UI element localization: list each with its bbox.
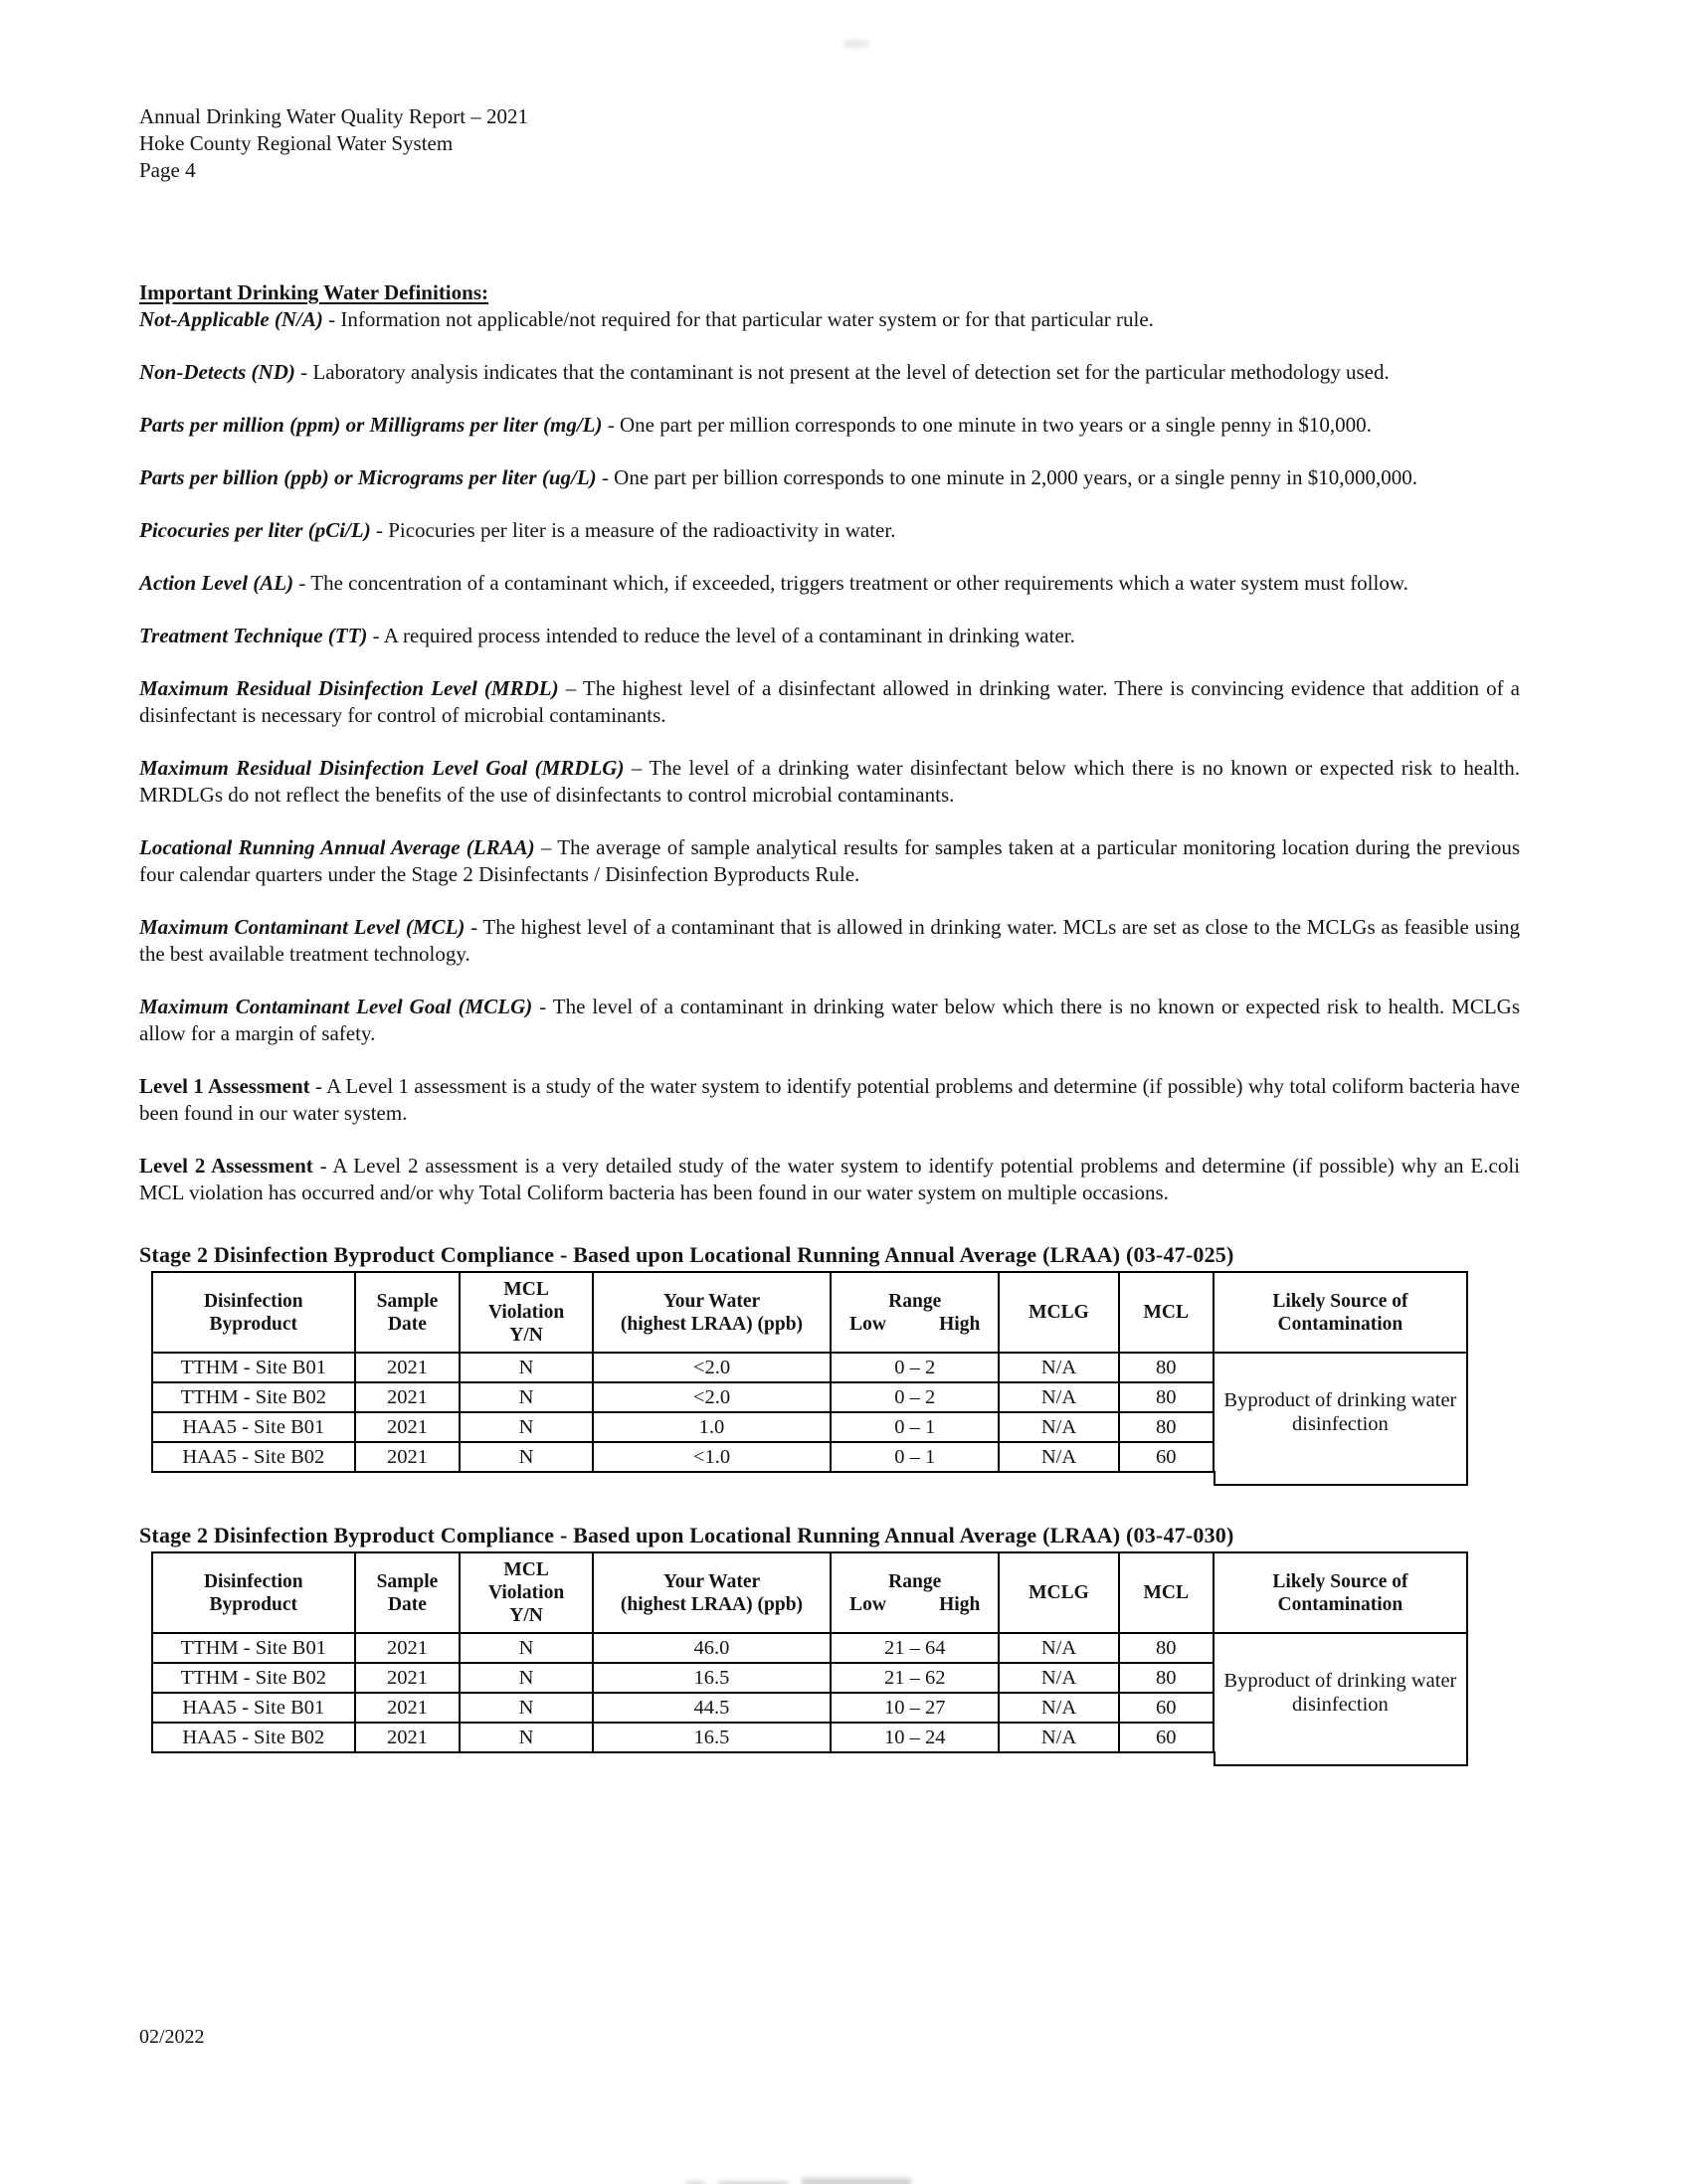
definition-term: Parts per billion (ppb) or Micrograms per liter (ug/L)	[139, 465, 597, 489]
definition-item-11	[139, 914, 1520, 968]
column-header-4: Your Water (highest LRAA) (ppb)	[593, 1552, 831, 1633]
column-header-5: Range Low High	[831, 1272, 999, 1353]
table-cell: 10 – 24	[831, 1723, 999, 1752]
table-cell: TTHM - Site B02	[152, 1663, 355, 1693]
definition-text: – The level of a drinking water disinfectant below which there is no known or expected risk to health. MRDLGs do not reflect the benefits of the use of disinfectants to control microbial contaminants.	[139, 756, 1520, 807]
table-cell: N	[460, 1663, 593, 1693]
table-cell: 2021	[355, 1693, 461, 1723]
table-cell: 46.0	[593, 1633, 831, 1663]
table-header-row	[152, 1272, 1467, 1353]
column-header-3: MCL Violation Y/N	[460, 1272, 593, 1353]
definition-text: - A Level 1 assessment is a study of the water system to identify potential problems and determine (if possible) why total coliform bacteria have been found in our water system.	[139, 1074, 1520, 1125]
definition-item-8	[139, 675, 1520, 729]
table-cell: N	[460, 1633, 593, 1663]
compliance-table-025-wrap	[151, 1271, 1468, 1473]
column-header-7: MCL	[1119, 1552, 1214, 1633]
range-sub-header: High	[939, 1593, 981, 1615]
definition-text: - One part per billion corresponds to one minute in 2,000 years, or a single penny in $10,000,000.	[596, 465, 1417, 489]
table-header-row	[152, 1552, 1467, 1633]
definition-text: - Information not applicable/not required for that particular water system or for that particular rule.	[322, 307, 1154, 331]
table-cell: N	[460, 1353, 593, 1382]
table-cell: 80	[1119, 1353, 1214, 1382]
definition-item-10	[139, 834, 1520, 888]
column-header-1: Disinfection Byproduct	[152, 1272, 355, 1353]
table-cell: 60	[1119, 1723, 1214, 1752]
table-cell: 16.5	[593, 1663, 831, 1693]
water-system-name: Hoke County Regional Water System	[139, 131, 454, 155]
table-cell: TTHM - Site B01	[152, 1633, 355, 1663]
definition-text: - The highest level of a contaminant that is allowed in drinking water. MCLs are set as close to the MCLGs as feasible using the best available treatment technology.	[139, 915, 1520, 966]
table-cell: 60	[1119, 1693, 1214, 1723]
definition-text: – The highest level of a disinfectant allowed in drinking water. There is convincing evidence that addition of a disinfectant is necessary for control of microbial contaminants.	[139, 676, 1520, 727]
definition-item-7	[139, 623, 1520, 649]
table-cell: HAA5 - Site B02	[152, 1723, 355, 1752]
table-cell: N/A	[999, 1442, 1118, 1472]
report-title-line: Annual Drinking Water Quality Report – 2021	[139, 104, 529, 128]
table-cell: 80	[1119, 1412, 1214, 1442]
column-header-6: MCLG	[999, 1272, 1118, 1353]
table-cell: <2.0	[593, 1353, 831, 1382]
table-cell: N/A	[999, 1663, 1118, 1693]
table-cell: 0 – 2	[831, 1353, 999, 1382]
definitions-list	[139, 306, 1520, 1206]
table-cell: N/A	[999, 1723, 1118, 1752]
table-title-030: Stage 2 Disinfection Byproduct Compliance - Based upon Locational Running Annual Average (LRAA) (03-47-030)	[139, 1523, 1234, 1547]
column-header-6: MCLG	[999, 1552, 1118, 1633]
definition-text: – The average of sample analytical results for samples taken at a particular monitoring location during the previous four calendar quarters under the Stage 2 Disinfectants / Disinfection Byproducts Rule.	[139, 835, 1520, 886]
definition-item-6	[139, 570, 1520, 597]
definition-item-12	[139, 994, 1520, 1047]
table-cell: 80	[1119, 1633, 1214, 1663]
definition-term: Not-Applicable (N/A)	[139, 307, 323, 331]
footer-date: 02/2022	[139, 2026, 205, 2048]
column-header-4: Your Water (highest LRAA) (ppb)	[593, 1272, 831, 1353]
likely-source-cell: Byproduct of drinking water disinfection	[1214, 1353, 1467, 1472]
definition-item-3	[139, 412, 1520, 439]
source-cell-tail	[1214, 1471, 1468, 1486]
table-cell: 60	[1119, 1442, 1214, 1472]
range-sub-header: High	[939, 1313, 981, 1335]
table-cell: 2021	[355, 1723, 461, 1752]
definition-term: Maximum Residual Disinfection Level Goal (MRDLG)	[139, 756, 625, 780]
scan-artifact-top	[843, 40, 869, 48]
definition-term: Maximum Contaminant Level Goal (MCLG)	[139, 995, 533, 1018]
definition-term: Maximum Contaminant Level (MCL)	[139, 915, 466, 939]
range-sub-header: Low	[849, 1593, 886, 1615]
definitions-heading: Important Drinking Water Definitions:	[139, 280, 488, 304]
column-header-2: Sample Date	[355, 1272, 461, 1353]
column-header-3: MCL Violation Y/N	[460, 1552, 593, 1633]
table-cell: <1.0	[593, 1442, 831, 1472]
definition-term: Picocuries per liter (pCi/L)	[139, 518, 371, 542]
table-cell: 2021	[355, 1412, 461, 1442]
definition-term: Action Level (AL)	[139, 571, 294, 595]
table-cell: N/A	[999, 1633, 1118, 1663]
definition-text: - The concentration of a contaminant which, if exceeded, triggers treatment or other requirements which a water system must follow.	[293, 571, 1408, 595]
column-header-5: Range Low High	[831, 1552, 999, 1633]
table-cell: TTHM - Site B02	[152, 1382, 355, 1412]
table-cell: N/A	[999, 1412, 1118, 1442]
source-cell-tail	[1214, 1751, 1468, 1766]
definition-term: Level 2 Assessment	[139, 1154, 313, 1178]
definition-term: Level 1 Assessment	[139, 1074, 310, 1098]
definition-item-9	[139, 755, 1520, 809]
table-cell: N	[460, 1693, 593, 1723]
table-row	[152, 1353, 1467, 1382]
table-cell: N/A	[999, 1382, 1118, 1412]
definition-term: Parts per million (ppm) or Milligrams per liter (mg/L)	[139, 413, 603, 437]
column-header-1: Disinfection Byproduct	[152, 1552, 355, 1633]
table-cell: 21 – 64	[831, 1633, 999, 1663]
table-cell: 80	[1119, 1382, 1214, 1412]
compliance-table-030	[151, 1551, 1468, 1753]
table-cell: HAA5 - Site B01	[152, 1693, 355, 1723]
table-cell: TTHM - Site B01	[152, 1353, 355, 1382]
definition-item-5	[139, 517, 1520, 544]
column-header-8: Likely Source of Contamination	[1214, 1552, 1467, 1633]
table-cell: 44.5	[593, 1693, 831, 1723]
definition-text: - A required process intended to reduce the level of a contaminant in drinking water.	[367, 624, 1075, 647]
definition-text: - Laboratory analysis indicates that the contaminant is not present at the level of detection set for the particular methodology used.	[294, 360, 1390, 384]
table-cell: 0 – 2	[831, 1382, 999, 1412]
column-header-7: MCL	[1119, 1272, 1214, 1353]
document-header	[139, 103, 1520, 184]
table-cell: 2021	[355, 1382, 461, 1412]
table-cell: 1.0	[593, 1412, 831, 1442]
page-number: Page 4	[139, 158, 196, 182]
table-cell: 80	[1119, 1663, 1214, 1693]
scan-artifact-bottom	[686, 2176, 985, 2184]
compliance-table-030-wrap	[151, 1551, 1468, 1753]
table-cell: N	[460, 1382, 593, 1412]
definition-text: - One part per million corresponds to one minute in two years or a single penny in $10,000.	[602, 413, 1372, 437]
column-header-2: Sample Date	[355, 1552, 461, 1633]
table-row	[152, 1633, 1467, 1663]
definition-term: Maximum Residual Disinfection Level (MRDL)	[139, 676, 559, 700]
table-cell: N	[460, 1723, 593, 1752]
table-cell: 2021	[355, 1663, 461, 1693]
table-cell: 2021	[355, 1353, 461, 1382]
table-title-025: Stage 2 Disinfection Byproduct Compliance - Based upon Locational Running Annual Average (LRAA) (03-47-025)	[139, 1242, 1234, 1267]
table-cell: N/A	[999, 1353, 1118, 1382]
compliance-table-025	[151, 1271, 1468, 1473]
definition-item-1	[139, 306, 1520, 333]
table-cell: HAA5 - Site B02	[152, 1442, 355, 1472]
definition-item-4	[139, 464, 1520, 491]
table-cell: 21 – 62	[831, 1663, 999, 1693]
definition-term: Non-Detects (ND)	[139, 360, 295, 384]
table-cell: 2021	[355, 1442, 461, 1472]
table-cell: 16.5	[593, 1723, 831, 1752]
definition-term: Locational Running Annual Average (LRAA)	[139, 835, 535, 859]
table-cell: HAA5 - Site B01	[152, 1412, 355, 1442]
likely-source-cell: Byproduct of drinking water disinfection	[1214, 1633, 1467, 1752]
definition-text: - The level of a contaminant in drinking water below which there is no known or expected risk to health. MCLGs allow for a margin of safety.	[139, 995, 1521, 1045]
table-cell: 10 – 27	[831, 1693, 999, 1723]
column-header-8: Likely Source of Contamination	[1214, 1272, 1467, 1353]
table-cell: N	[460, 1442, 593, 1472]
definition-item-2	[139, 359, 1520, 386]
definition-text: - Picocuries per liter is a measure of the radioactivity in water.	[370, 518, 896, 542]
definition-text: - A Level 2 assessment is a very detailed study of the water system to identify potential problems and determine (if possible) why an E.coli MCL violation has occurred and/or why Total Coliform bacteria has been found in our water system on multiple occasions.	[139, 1154, 1520, 1204]
definition-term: Treatment Technique (TT)	[139, 624, 368, 647]
table-cell: <2.0	[593, 1382, 831, 1412]
table-cell: 0 – 1	[831, 1442, 999, 1472]
definition-item-13	[139, 1073, 1520, 1127]
definition-item-14	[139, 1153, 1520, 1206]
table-cell: 0 – 1	[831, 1412, 999, 1442]
range-sub-header: Low	[849, 1313, 886, 1335]
table-cell: 2021	[355, 1633, 461, 1663]
table-cell: N/A	[999, 1693, 1118, 1723]
table-cell: N	[460, 1412, 593, 1442]
